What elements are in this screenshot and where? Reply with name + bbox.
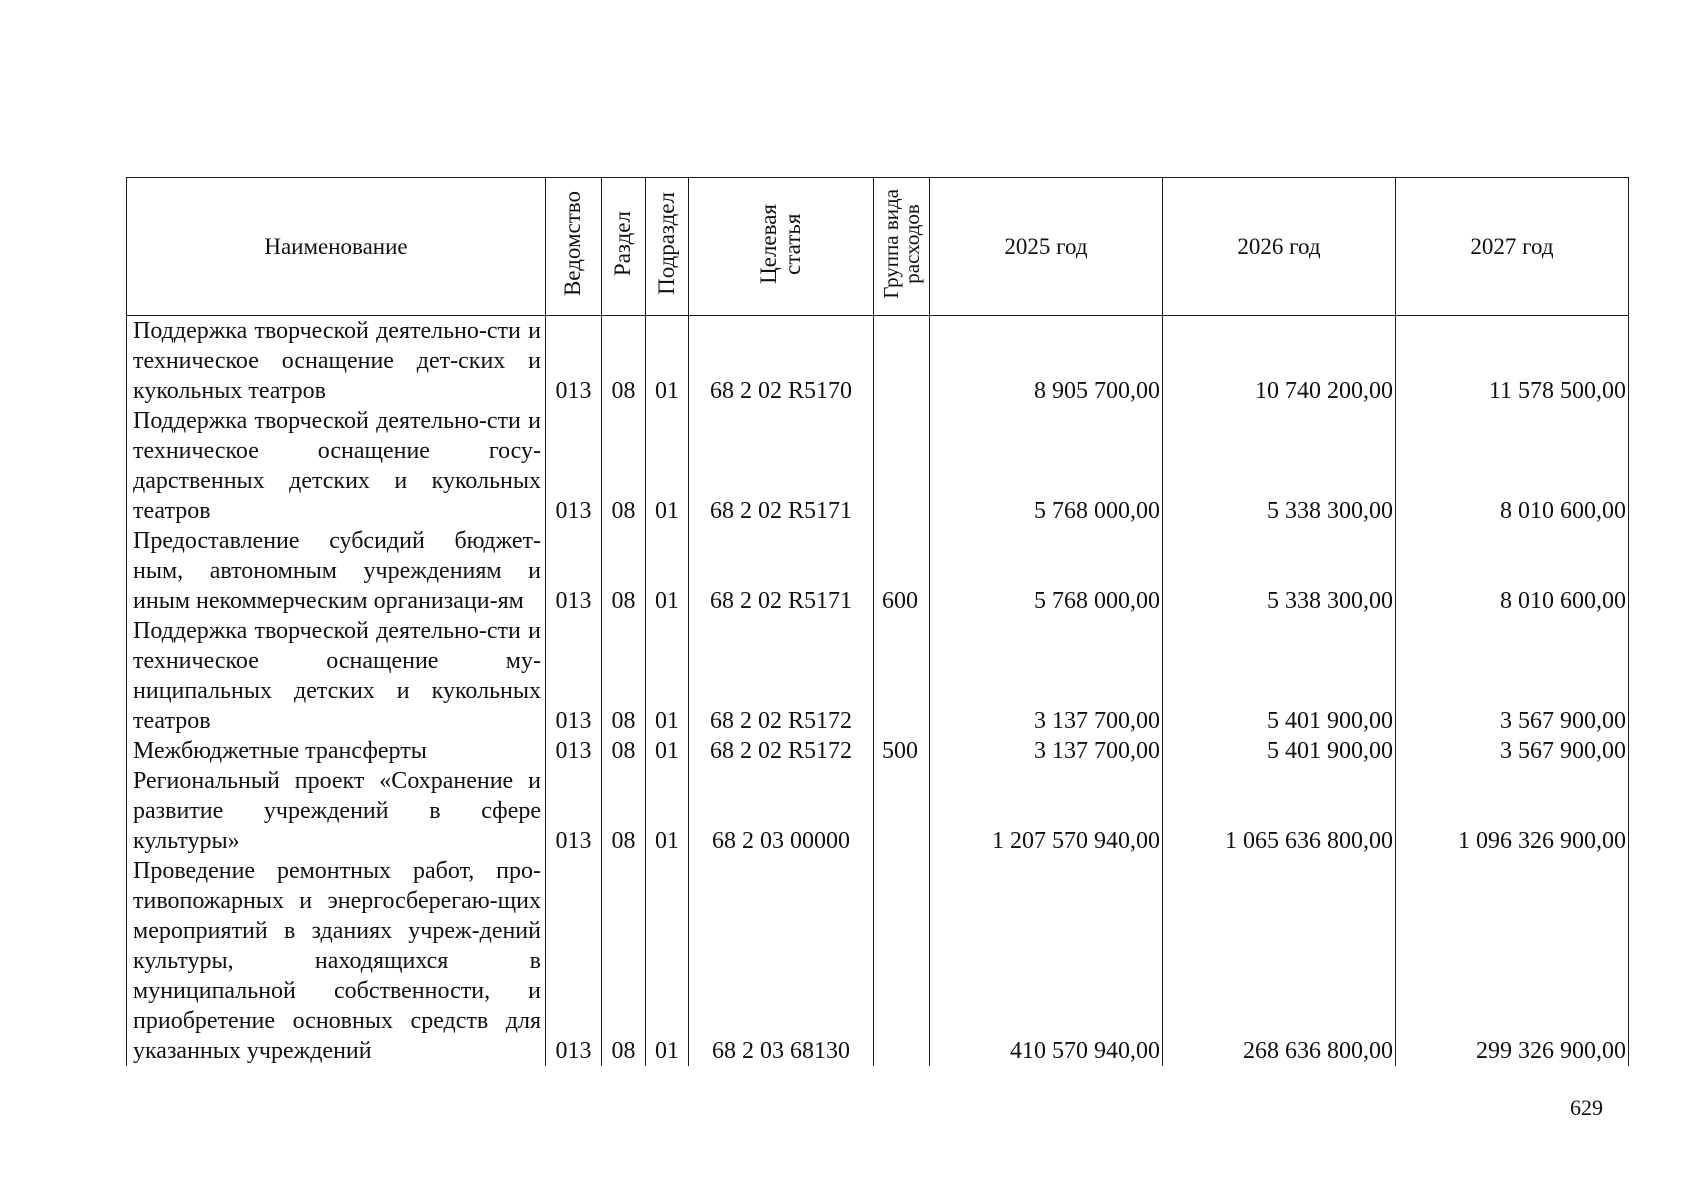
row-name: Межбюджетные трансферты [127, 736, 546, 766]
header-name: Наименование [127, 178, 546, 316]
row-name: Проведение ремонтных работ, про-тивопожарных и энергосберегаю-щих мероприятий в зданиях учреж-дений культуры, находящихся в муниципальной собственности, и приобретение основных средств для указанных учреждений [127, 856, 546, 1066]
row-podrazdel: 01 [646, 526, 689, 616]
row-gruppa [874, 766, 930, 856]
table-row [127, 526, 1629, 616]
header-celevaya-statya: Целевая статья [689, 178, 874, 316]
row-2026: 268 636 800,00 [1163, 856, 1396, 1066]
row-2027: 8 010 600,00 [1396, 526, 1629, 616]
header-podrazdel: Подраздел [646, 178, 689, 316]
row-2026: 10 740 200,00 [1163, 316, 1396, 407]
row-2025: 410 570 940,00 [930, 856, 1163, 1066]
row-name: Региональный проект «Сохранение и развитие учреждений в сфере культуры» [127, 766, 546, 856]
row-podrazdel: 01 [646, 316, 689, 407]
table-row [127, 616, 1629, 736]
table-row [127, 766, 1629, 856]
row-celevaya: 68 2 02 R5172 [689, 616, 874, 736]
table-row [127, 736, 1629, 766]
header-razdel: Раздел [602, 178, 646, 316]
row-2026: 5 338 300,00 [1163, 526, 1396, 616]
row-vedomstvo: 013 [546, 616, 602, 736]
header-gruppa-vida-rashodov: Группа вида расходов [874, 178, 930, 316]
row-2027: 3 567 900,00 [1396, 736, 1629, 766]
row-razdel: 08 [602, 316, 646, 407]
row-2026: 1 065 636 800,00 [1163, 766, 1396, 856]
table-row [127, 406, 1629, 526]
row-2027: 299 326 900,00 [1396, 856, 1629, 1066]
row-2025: 5 768 000,00 [930, 526, 1163, 616]
row-celevaya: 68 2 03 00000 [689, 766, 874, 856]
row-2026: 5 401 900,00 [1163, 736, 1396, 766]
row-2027: 11 578 500,00 [1396, 316, 1629, 407]
table-header-row [127, 178, 1629, 316]
row-2025: 1 207 570 940,00 [930, 766, 1163, 856]
row-name: Поддержка творческой деятельно-сти и техническое оснащение дет-ских и кукольных театров [127, 316, 546, 407]
row-vedomstvo: 013 [546, 766, 602, 856]
row-celevaya: 68 2 02 R5170 [689, 316, 874, 407]
row-celevaya: 68 2 02 R5172 [689, 736, 874, 766]
row-2027: 8 010 600,00 [1396, 406, 1629, 526]
row-2025: 3 137 700,00 [930, 616, 1163, 736]
row-razdel: 08 [602, 766, 646, 856]
row-gruppa [874, 856, 930, 1066]
row-2025: 8 905 700,00 [930, 316, 1163, 407]
table-row [127, 856, 1629, 1066]
row-celevaya: 68 2 03 68130 [689, 856, 874, 1066]
row-podrazdel: 01 [646, 616, 689, 736]
budget-table [126, 177, 1629, 1066]
row-razdel: 08 [602, 526, 646, 616]
row-razdel: 08 [602, 406, 646, 526]
row-podrazdel: 01 [646, 736, 689, 766]
row-2025: 5 768 000,00 [930, 406, 1163, 526]
header-year-2025: 2025 год [930, 178, 1163, 316]
row-celevaya: 68 2 02 R5171 [689, 406, 874, 526]
row-vedomstvo: 013 [546, 316, 602, 407]
header-vedomstvo: Ведомство [546, 178, 602, 316]
row-vedomstvo: 013 [546, 406, 602, 526]
row-vedomstvo: 013 [546, 856, 602, 1066]
row-name: Поддержка творческой деятельно-сти и техническое оснащение му-ниципальных детских и кукольных театров [127, 616, 546, 736]
row-gruppa [874, 616, 930, 736]
header-year-2027: 2027 год [1396, 178, 1629, 316]
row-gruppa [874, 406, 930, 526]
row-gruppa: 600 [874, 526, 930, 616]
row-name: Предоставление субсидий бюджет-ным, автономным учреждениям и иным некоммерческим организаци-ям [127, 526, 546, 616]
header-year-2026: 2026 год [1163, 178, 1396, 316]
row-celevaya: 68 2 02 R5171 [689, 526, 874, 616]
row-2026: 5 338 300,00 [1163, 406, 1396, 526]
row-gruppa [874, 316, 930, 407]
page-number: 629 [1570, 1095, 1603, 1120]
row-2027: 3 567 900,00 [1396, 616, 1629, 736]
table-row [127, 316, 1629, 407]
row-podrazdel: 01 [646, 766, 689, 856]
row-2025: 3 137 700,00 [930, 736, 1163, 766]
row-razdel: 08 [602, 856, 646, 1066]
row-razdel: 08 [602, 616, 646, 736]
row-name: Поддержка творческой деятельно-сти и техническое оснащение госу-дарственных детских и кукольных театров [127, 406, 546, 526]
row-vedomstvo: 013 [546, 526, 602, 616]
row-vedomstvo: 013 [546, 736, 602, 766]
row-razdel: 08 [602, 736, 646, 766]
row-2027: 1 096 326 900,00 [1396, 766, 1629, 856]
row-podrazdel: 01 [646, 406, 689, 526]
row-podrazdel: 01 [646, 856, 689, 1066]
row-gruppa: 500 [874, 736, 930, 766]
row-2026: 5 401 900,00 [1163, 616, 1396, 736]
